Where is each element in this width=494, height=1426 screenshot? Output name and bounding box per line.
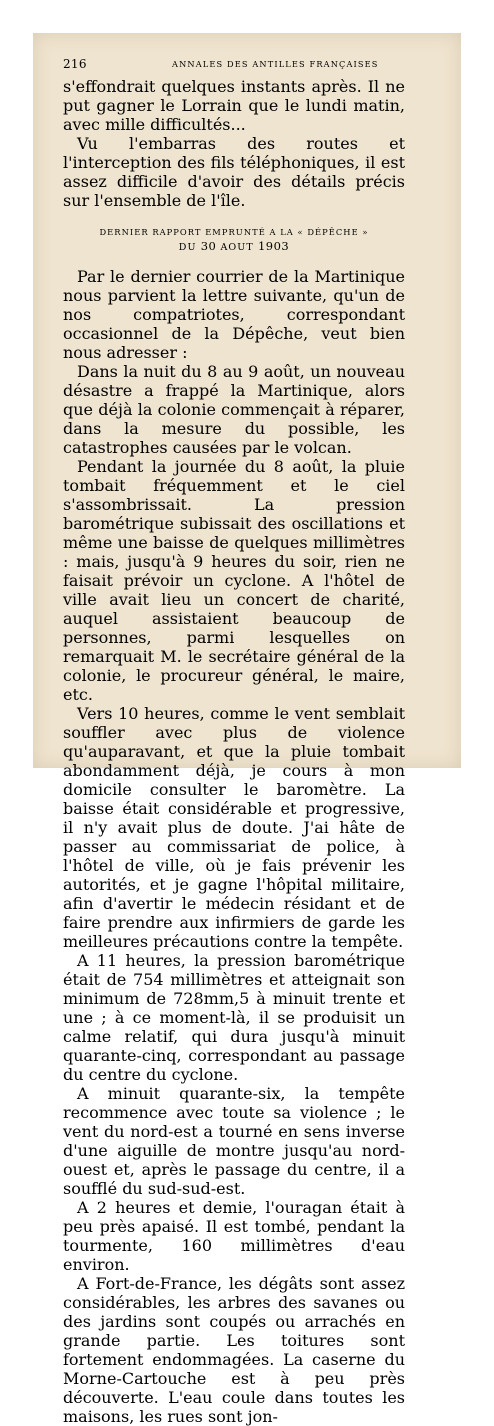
- date-prefix: DU: [178, 242, 201, 253]
- running-header: [63, 57, 405, 71]
- page-body: [63, 77, 405, 1426]
- page-number: 216: [63, 57, 87, 71]
- report-paragraph-1: Par le dernier courrier de la Martinique nous parvient la lettre suivante, qu'un de nos compatriotes, correspondant occasionnel de la Dépêche, veut bien nous adresser :: [63, 267, 405, 362]
- section-heading: DERNIER RAPPORT EMPRUNTÉ A LA « DÉPÊCHE »: [99, 227, 369, 237]
- date-month: AOUT: [216, 242, 258, 253]
- report-paragraph-6: A minuit quarante-six, la tempête recommence avec toute sa violence ; le vent du nord-est a tourné en sens inverse d'une aiguille de montre jusqu'au nord-ouest et, après le passage du centre, il a soufflé du sud-sud-est.: [63, 1084, 405, 1198]
- report-paragraph-3: Pendant la journée du 8 août, la pluie tombait fréquemment et le ciel s'assombrissait. La pression barométrique subissait des oscillations et même une baisse de quelques millimètres : mais, jusqu'à 9 heures du soir, rien ne faisait prévoir un cyclone. A l'hôtel de ville avait lieu un concert de charité, auquel assistaient beaucoup de personnes, parmi lesquelles on remarquait M. le secrétaire général de la colonie, le procureur général, le maire, etc.: [63, 457, 405, 704]
- running-title: ANNALES DES ANTILLES FRANÇAISES: [172, 59, 379, 69]
- report-paragraph-2: Dans la nuit du 8 au 9 août, un nouveau désastre a frappé la Martinique, alors que déjà la colonie commençait à réparer, dans la mesure du possible, les catastrophes causées par le volcan.: [63, 362, 405, 457]
- report-paragraph-4: Vers 10 heures, comme le vent semblait souffler avec plus de violence qu'auparavant, et que la pluie tombait abondamment déjà, je cours à mon domicile consulter le baromètre. La baisse était considérable et progressive, il n'y avait plus de doute. J'ai hâte de passer au commissariat de police, à l'hôtel de ville, où je fais prévenir les autorités, et je gagne l'hôpital militaire, afin d'avertir le médecin résidant et de faire prendre aux infirmiers de garde les meilleures précautions contre la tempête.: [63, 704, 405, 951]
- section-date: [63, 240, 405, 254]
- date-year: 1903: [257, 239, 290, 253]
- report-paragraph-5: A 11 heures, la pression barométrique était de 754 millimètres et atteignait son minimum de 728mm,5 à minuit trente et une ; à ce moment-là, il se produisit un calme relatif, qui dura jusqu'à minuit quarante-cinq, correspondant au passage du centre du cyclone.: [63, 951, 405, 1084]
- intro-paragraph-2: Vu l'embarras des routes et l'interception des fils téléphoniques, il est assez difficile d'avoir des détails précis sur l'ensemble de l'île.: [63, 134, 405, 210]
- report-paragraph-7: A 2 heures et demie, l'ouragan était à peu près apaisé. Il est tombé, pendant la tourmente, 160 millimètres d'eau environ.: [63, 1198, 405, 1274]
- date-day: 30: [200, 239, 217, 253]
- report-paragraph-8: A Fort-de-France, les dégâts sont assez considérables, les arbres des savanes ou des jardins sont coupés ou arrachés en grande partie. Les toitures sont fortement endommagées. La caserne du Morne-Cartouche est à peu près découverte. L'eau coule dans toutes les maisons, les rues sont jon-: [63, 1274, 405, 1426]
- intro-paragraph-1: s'effondrait quelques instants après. Il ne put gagner le Lorrain que le lundi matin, avec mille difficultés...: [63, 77, 405, 134]
